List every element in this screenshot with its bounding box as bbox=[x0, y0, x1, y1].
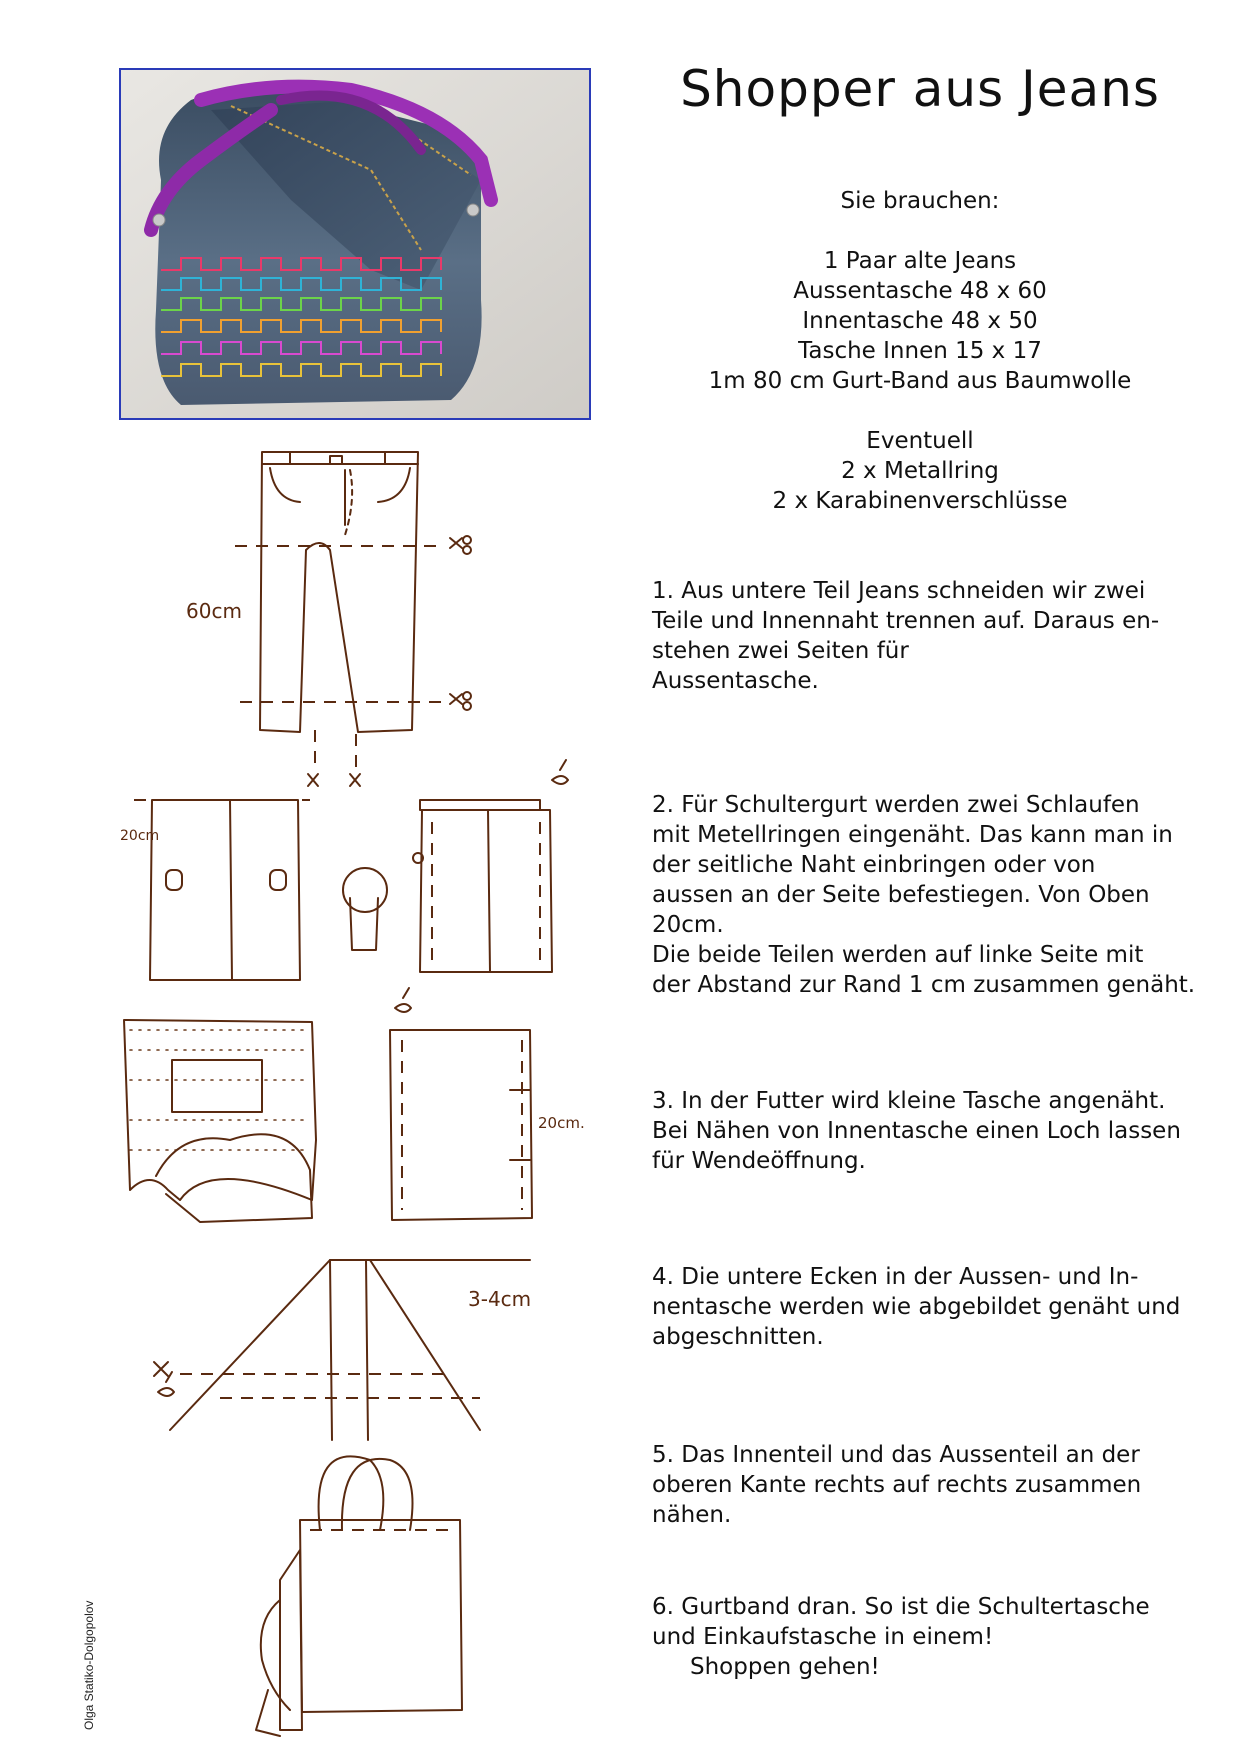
step-6 bbox=[652, 1592, 1212, 1682]
step-1 bbox=[652, 576, 1212, 696]
step-line: abgeschnitten. bbox=[652, 1324, 824, 1350]
author-credit: Olga Statiko-Dolgopolov bbox=[82, 1600, 96, 1730]
step-line: aussen an der Seite befestiegen. Von Oben bbox=[652, 882, 1150, 908]
material-item: Tasche Innen 15 x 17 bbox=[798, 338, 1042, 364]
materials-heading: Sie brauchen: bbox=[840, 188, 1000, 214]
step-line: und Einkaufstasche in einem! bbox=[652, 1624, 994, 1650]
material-item: 1m 80 cm Gurt-Band aus Baumwolle bbox=[708, 368, 1132, 394]
sketch-lining bbox=[120, 990, 600, 1240]
sketch-loops bbox=[120, 760, 600, 990]
step-line: 1. Aus untere Teil Jeans schneiden wir zwei bbox=[652, 578, 1146, 604]
step-line: Aussentasche. bbox=[652, 668, 819, 694]
step-line: der Abstand zur Rand 1 cm zusammen genäht. bbox=[652, 972, 1196, 998]
step-line: 2. Für Schultergurt werden zwei Schlaufen bbox=[652, 792, 1140, 818]
step-line: oberen Kante rechts auf rechts zusammen bbox=[652, 1472, 1142, 1498]
label-20cm-lining: 20cm. bbox=[538, 1114, 585, 1132]
material-item: 1 Paar alte Jeans bbox=[823, 248, 1017, 274]
step-line: Die beide Teilen werden auf linke Seite mit bbox=[652, 942, 1144, 968]
step-3 bbox=[652, 1086, 1212, 1176]
materials-list bbox=[640, 186, 1200, 516]
page-title: Shopper aus Jeans bbox=[680, 60, 1160, 118]
product-photo bbox=[119, 68, 591, 420]
step-5 bbox=[652, 1440, 1212, 1530]
step-line: stehen zwei Seiten für bbox=[652, 638, 909, 664]
sketch-jeans-cut bbox=[180, 440, 480, 790]
step-line: 6. Gurtband dran. So ist die Schultertasche bbox=[652, 1594, 1150, 1620]
step-line: 4. Die untere Ecken in der Aussen- und In- bbox=[652, 1264, 1139, 1290]
label-60cm: 60cm bbox=[186, 599, 242, 623]
step-line: nentasche werden wie abgebildet genäht und bbox=[652, 1294, 1181, 1320]
label-3-4cm: 3-4cm bbox=[468, 1287, 532, 1311]
step-line: nähen. bbox=[652, 1502, 732, 1528]
optional-heading: Eventuell bbox=[866, 428, 974, 454]
optional-item: 2 x Metallring bbox=[841, 458, 999, 484]
step-line: 3. In der Futter wird kleine Tasche angenäht. bbox=[652, 1088, 1166, 1114]
step-line: Bei Nähen von Innentasche einen Loch lassen bbox=[652, 1118, 1181, 1144]
sketch-corner bbox=[150, 1250, 580, 1450]
step-line: 5. Das Innenteil und das Aussenteil an der bbox=[652, 1442, 1140, 1468]
step-line: Shoppen gehen! bbox=[690, 1654, 880, 1680]
step-line: für Wendeöffnung. bbox=[652, 1148, 866, 1174]
step-4 bbox=[652, 1262, 1212, 1352]
sketch-finished-bag bbox=[250, 1440, 490, 1740]
optional-item: 2 x Karabinenverschlüsse bbox=[772, 488, 1068, 514]
label-20cm: 20cm bbox=[120, 828, 160, 844]
step-line: 20cm. bbox=[652, 912, 724, 938]
step-line: Teile und Innennaht trennen auf. Daraus en- bbox=[652, 608, 1160, 634]
step-line: der seitliche Naht einbringen oder von bbox=[652, 852, 1096, 878]
step-line: mit Metellringen eingenäht. Das kann man in bbox=[652, 822, 1173, 848]
material-item: Aussentasche 48 x 60 bbox=[793, 278, 1047, 304]
material-item: Innentasche 48 x 50 bbox=[802, 308, 1038, 334]
step-2 bbox=[652, 790, 1212, 1000]
